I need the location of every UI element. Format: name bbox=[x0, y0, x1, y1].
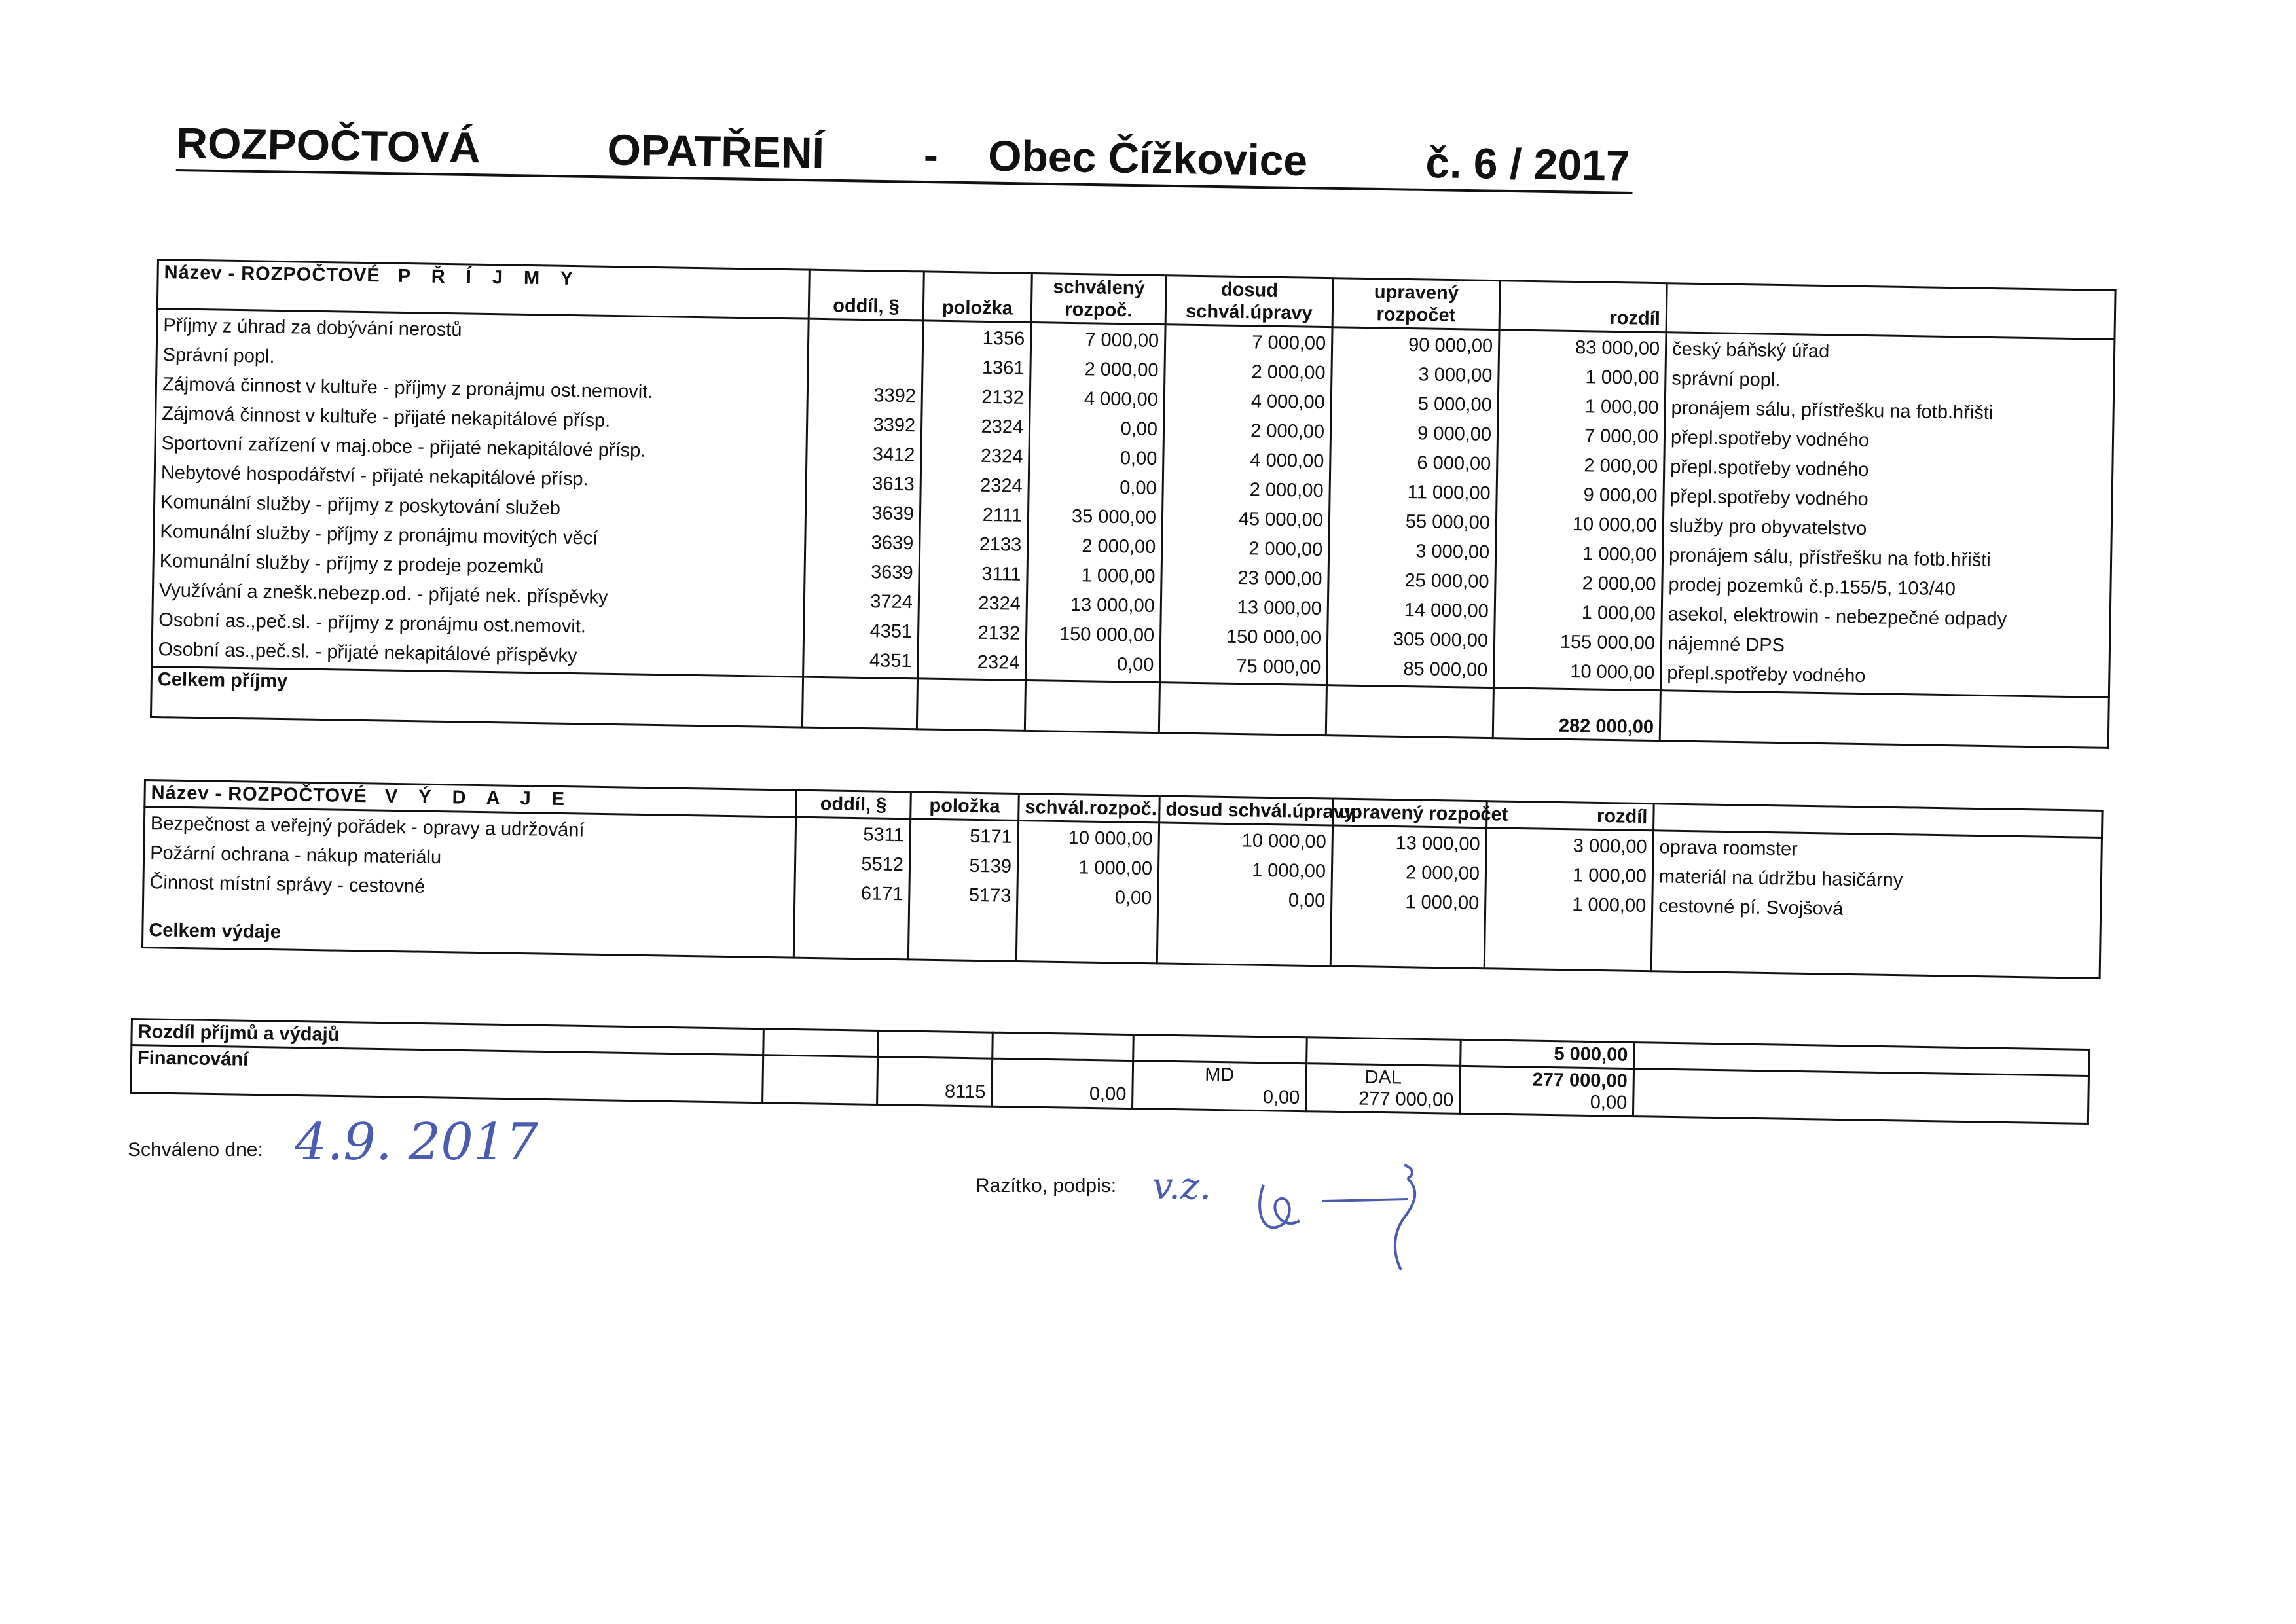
income-oddil: 3639 bbox=[871, 532, 914, 554]
income-dosud-cell bbox=[1160, 325, 1333, 685]
expense-upraveny: 1 000,00 bbox=[1405, 892, 1480, 914]
income-item-name: Sportovní zařízení v maj.obce - přijaté nekapitálové přísp. bbox=[161, 433, 646, 461]
income-total-value: 282 000,00 bbox=[1493, 688, 1660, 741]
income-dosud: 2 000,00 bbox=[1249, 479, 1324, 502]
income-schvaleny: 13 000,00 bbox=[1070, 594, 1156, 617]
income-upraveny: 55 000,00 bbox=[1405, 511, 1491, 534]
income-note: nájemné DPS bbox=[1667, 633, 1785, 657]
financing-dal-value: 277 000,00 bbox=[1358, 1088, 1454, 1111]
income-dosud: 2 000,00 bbox=[1251, 361, 1326, 384]
income-total-label: Celkem příjmy bbox=[151, 666, 803, 727]
income-schvaleny: 35 000,00 bbox=[1071, 505, 1157, 529]
income-note: prodej pozemků č.p.155/5, 103/40 bbox=[1668, 574, 1956, 600]
income-note: přepl.spotřeby vodného bbox=[1670, 456, 1869, 481]
income-oddil: 4351 bbox=[869, 650, 912, 672]
income-oddil-cell bbox=[803, 319, 924, 679]
expense-upraveny-cell bbox=[1330, 825, 1486, 969]
expense-polozka: 5173 bbox=[968, 884, 1011, 907]
income-polozka: 1356 bbox=[982, 327, 1025, 350]
income-item-name: Komunální služby - příjmy z poskytování služeb bbox=[160, 492, 561, 519]
income-upraveny-cell bbox=[1326, 327, 1499, 688]
income-item-name: Využívání a znešk.nebezp.od. - přijaté nek. příspěvky bbox=[158, 580, 608, 608]
income-rozdil: 10 000,00 bbox=[1570, 660, 1655, 684]
expense-upraveny: 2 000,00 bbox=[1405, 862, 1480, 885]
income-item-name: Zájmová činnost v kultuře - příjmy z pronájmu ost.nemovit. bbox=[162, 374, 653, 403]
col-header-dosud: dosud schvál.úpravy bbox=[1165, 276, 1333, 327]
col-header-poznamka bbox=[1666, 283, 2115, 340]
financing-polozka: 8115 bbox=[877, 1056, 993, 1106]
income-item-name: Komunální služby - příjmy z pronájmu movitých věcí bbox=[160, 521, 598, 549]
income-schvaleny: 0,00 bbox=[1120, 448, 1157, 470]
income-schvaleny: 0,00 bbox=[1120, 418, 1158, 441]
expense-total-label: Celkem výdaje bbox=[149, 920, 282, 943]
income-rozdil: 83 000,00 bbox=[1575, 337, 1660, 360]
income-upraveny: 9 000,00 bbox=[1417, 423, 1492, 446]
income-note: asekol, elektrowin - nebezpečné odpady bbox=[1667, 604, 2007, 630]
income-item-name: Nebytové hospodářství - přijaté nekapitálové přísp. bbox=[160, 462, 589, 490]
income-item-name: Příjmy z úhrad za dobývání nerostů bbox=[163, 315, 462, 341]
income-item-name: Komunální služby - příjmy z prodeje pozemků bbox=[159, 550, 544, 578]
expense-polozka: 5171 bbox=[970, 825, 1013, 848]
income-polozka: 1361 bbox=[981, 357, 1025, 379]
expense-schvaleny: 10 000,00 bbox=[1068, 827, 1153, 850]
income-oddil: 3639 bbox=[871, 503, 915, 525]
income-polozka: 2324 bbox=[978, 592, 1021, 615]
expense-schvaleny: 0,00 bbox=[1114, 887, 1152, 909]
income-polozka: 2111 bbox=[982, 504, 1023, 526]
income-oddil: 3613 bbox=[871, 473, 915, 496]
income-oddil: 4351 bbox=[869, 621, 913, 643]
income-rozdil-cell bbox=[1493, 330, 1666, 691]
expense-total-value: 5 000,00 bbox=[1461, 1039, 1635, 1068]
income-dosud: 4 000,00 bbox=[1250, 450, 1324, 473]
income-schvaleny-cell bbox=[1026, 322, 1166, 682]
financing-dal-cell bbox=[1305, 1064, 1460, 1114]
income-schvaleny: 4 000,00 bbox=[1084, 388, 1159, 411]
col-header-schvaleny: schválený rozpoč. bbox=[1031, 273, 1166, 324]
income-note: služby pro obyvatelstvo bbox=[1669, 515, 1867, 540]
expense-dosud: 0,00 bbox=[1288, 890, 1326, 912]
col-header-upraveny: upravený rozpočet bbox=[1332, 278, 1500, 330]
income-section-title: Název - ROZPOČTOVÉ P Ř Í J M Y bbox=[157, 260, 809, 319]
difference-label: Rozdíl příjmů a výdajů bbox=[132, 1019, 764, 1055]
income-polozka: 3111 bbox=[981, 563, 1021, 585]
expense-col-header-rozdil: rozdíl bbox=[1487, 801, 1654, 831]
income-rozdil: 1 000,00 bbox=[1584, 396, 1659, 419]
title-municipality: Obec Čížkovice bbox=[987, 131, 1308, 185]
col-header-oddil: oddíl, § bbox=[809, 270, 924, 321]
income-polozka-cell bbox=[918, 321, 1032, 681]
income-upraveny: 6 000,00 bbox=[1417, 452, 1491, 475]
expense-note-cell bbox=[1651, 831, 2102, 979]
expense-data-row bbox=[142, 807, 2102, 979]
income-note: český báňský úřad bbox=[1671, 338, 1830, 363]
financing-dal-label: DAL bbox=[1364, 1066, 1402, 1089]
col-header-rozdil: rozdíl bbox=[1499, 281, 1667, 333]
expense-oddil: 5512 bbox=[861, 854, 904, 876]
income-dosud: 13 000,00 bbox=[1237, 596, 1322, 620]
income-polozka: 2324 bbox=[980, 445, 1023, 467]
income-note: přepl.spotřeby vodného bbox=[1670, 427, 1870, 452]
financing-label: Financování bbox=[131, 1045, 763, 1103]
financing-schvaleny: 0,00 bbox=[992, 1058, 1133, 1108]
title-part-rozpoctova: ROZPOČTOVÁ bbox=[175, 118, 481, 172]
income-dosud: 75 000,00 bbox=[1236, 655, 1321, 678]
income-schvaleny: 0,00 bbox=[1116, 654, 1154, 676]
income-rozdil: 1 000,00 bbox=[1585, 367, 1660, 389]
financing-rozdil-cell bbox=[1459, 1066, 1633, 1116]
income-note: přepl.spotřeby vodného bbox=[1669, 486, 1868, 511]
income-upraveny: 11 000,00 bbox=[1407, 482, 1491, 505]
income-schvaleny: 1 000,00 bbox=[1081, 565, 1156, 588]
expense-dosud: 1 000,00 bbox=[1251, 859, 1326, 882]
income-rozdil: 1 000,00 bbox=[1582, 543, 1657, 566]
income-polozka: 2132 bbox=[981, 386, 1025, 408]
income-dosud: 23 000,00 bbox=[1237, 567, 1322, 590]
financing-md-value: 0,00 bbox=[1262, 1087, 1300, 1109]
income-schvaleny: 7 000,00 bbox=[1085, 329, 1159, 352]
approved-date-handwritten: 4.9. 2017 bbox=[295, 1113, 539, 1172]
summary-table bbox=[130, 1018, 2090, 1125]
expense-note: materiál na údržbu hasičárny bbox=[1658, 866, 1903, 892]
income-names-cell bbox=[152, 309, 809, 677]
income-dosud: 150 000,00 bbox=[1226, 626, 1322, 649]
signature-initials: v.z. bbox=[1152, 1165, 1212, 1208]
financing-md-label: MD bbox=[1205, 1064, 1235, 1086]
expense-upraveny: 13 000,00 bbox=[1395, 833, 1480, 856]
income-rozdil: 1 000,00 bbox=[1581, 602, 1656, 625]
difference-value: 277 000,00 bbox=[1532, 1069, 1628, 1092]
expense-table bbox=[141, 779, 2104, 979]
income-data-row bbox=[152, 309, 2115, 698]
income-upraveny: 3 000,00 bbox=[1418, 364, 1493, 387]
expense-note: cestovné pí. Svojšová bbox=[1658, 895, 1844, 920]
expense-section-title: Název - ROZPOČTOVÉ V Ý D A J E bbox=[145, 780, 797, 818]
expense-polozka-cell bbox=[908, 819, 1018, 962]
income-oddil: 3392 bbox=[873, 414, 916, 437]
income-item-name: Osobní as.,peč.sl. - přijaté nekapitálové příspěvky bbox=[158, 639, 577, 667]
income-rozdil: 9 000,00 bbox=[1583, 484, 1658, 507]
income-polozka: 2324 bbox=[979, 475, 1023, 497]
financing-md-cell bbox=[1133, 1061, 1307, 1111]
expense-item-name: Požární ochrana - nákup materiálu bbox=[149, 842, 442, 869]
income-polozka: 2324 bbox=[981, 416, 1024, 438]
income-schvaleny: 2 000,00 bbox=[1082, 535, 1156, 558]
income-dosud: 2 000,00 bbox=[1248, 538, 1323, 561]
signature-stroke bbox=[1250, 1139, 1460, 1283]
expense-rozdil: 1 000,00 bbox=[1572, 894, 1647, 917]
income-rozdil: 10 000,00 bbox=[1572, 514, 1658, 537]
financing-rozdil-value: 0,00 bbox=[1590, 1092, 1628, 1113]
income-oddil bbox=[814, 321, 917, 352]
income-item-name: Správní popl. bbox=[162, 344, 275, 367]
expense-dosud: 10 000,00 bbox=[1241, 830, 1326, 853]
income-oddil: 3639 bbox=[870, 562, 913, 584]
expense-schvaleny: 1 000,00 bbox=[1078, 857, 1153, 880]
expense-rozdil: 1 000,00 bbox=[1572, 865, 1647, 888]
income-dosud: 4 000,00 bbox=[1250, 391, 1326, 414]
income-oddil: 3392 bbox=[873, 385, 917, 407]
expense-oddil: 6171 bbox=[860, 883, 903, 905]
title-number: č. 6 / 2017 bbox=[1425, 137, 1631, 190]
income-oddil: 3724 bbox=[870, 591, 913, 613]
expense-item-name: Bezpečnost a veřejný pořádek - opravy a udržování bbox=[150, 813, 585, 841]
income-note: přepl.spotřeby vodného bbox=[1667, 662, 1866, 687]
income-oddil: 3412 bbox=[872, 444, 915, 466]
income-dosud: 45 000,00 bbox=[1238, 508, 1324, 532]
income-upraveny: 14 000,00 bbox=[1404, 599, 1489, 623]
income-note: pronájem sálu, přístřešku na fotb.hřišti bbox=[1668, 545, 1991, 571]
income-table bbox=[150, 259, 2117, 749]
income-upraveny: 305 000,00 bbox=[1393, 628, 1489, 652]
income-schvaleny: 2 000,00 bbox=[1084, 359, 1159, 382]
income-item-name: Osobní as.,peč.sl. - příjmy z pronájmu ost.nemovit. bbox=[158, 609, 587, 638]
title-part-opatreni: OPATŘENÍ bbox=[607, 125, 825, 177]
income-upraveny: 5 000,00 bbox=[1417, 393, 1492, 416]
income-note: pronájem sálu, přístřešku na fotb.hřišti bbox=[1671, 397, 1994, 424]
col-header-polozka: položka bbox=[923, 272, 1032, 323]
stamp-signature-label: Razítko, podpis: bbox=[975, 1175, 1117, 1197]
income-polozka: 2132 bbox=[977, 622, 1021, 644]
title-dash: - bbox=[923, 130, 939, 179]
income-polozka: 2324 bbox=[977, 651, 1020, 674]
expense-polozka: 5139 bbox=[969, 855, 1012, 877]
expense-names-cell bbox=[142, 807, 795, 958]
income-oddil bbox=[814, 351, 917, 382]
income-rozdil: 2 000,00 bbox=[1582, 573, 1656, 596]
income-upraveny: 85 000,00 bbox=[1403, 658, 1488, 681]
expense-oddil-cell bbox=[793, 817, 910, 960]
expense-item-name: Činnost místní správy - cestovné bbox=[149, 872, 426, 897]
expense-oddil: 5311 bbox=[863, 824, 905, 846]
income-upraveny: 25 000,00 bbox=[1404, 569, 1489, 593]
approved-date-label: Schváleno dne: bbox=[128, 1139, 263, 1161]
document-title bbox=[176, 118, 1633, 194]
expense-col-header-polozka: položka bbox=[911, 792, 1019, 821]
income-upraveny: 3 000,00 bbox=[1415, 541, 1490, 564]
income-rozdil: 155 000,00 bbox=[1559, 631, 1656, 655]
expense-dosud-cell bbox=[1157, 823, 1332, 966]
expense-col-header-upraveny: upravený rozpočet bbox=[1333, 799, 1487, 828]
expense-schvaleny-cell bbox=[1016, 820, 1159, 963]
income-note-cell bbox=[1660, 333, 2115, 698]
expense-rozdil: 3 000,00 bbox=[1573, 835, 1647, 858]
income-rozdil: 7 000,00 bbox=[1584, 425, 1659, 448]
income-item-name: Zájmová činnost v kultuře - přijaté nekapitálové přísp. bbox=[162, 403, 611, 431]
expense-rozdil-cell bbox=[1484, 828, 1653, 971]
expense-col-header-dosud: dosud schvál.úpravy bbox=[1159, 796, 1334, 825]
income-upraveny: 90 000,00 bbox=[1408, 334, 1493, 357]
income-note: správní popl. bbox=[1671, 368, 1781, 391]
income-dosud: 7 000,00 bbox=[1252, 332, 1326, 355]
income-rozdil: 2 000,00 bbox=[1584, 455, 1658, 478]
income-schvaleny: 0,00 bbox=[1119, 477, 1157, 499]
income-polozka: 2133 bbox=[979, 533, 1022, 556]
expense-note: oprava roomster bbox=[1659, 837, 1798, 860]
income-dosud: 2 000,00 bbox=[1250, 420, 1325, 443]
income-schvaleny: 150 000,00 bbox=[1059, 623, 1155, 646]
expense-col-header-schvaleny: schvál.rozpoč. bbox=[1019, 793, 1160, 822]
expense-col-header-oddil: oddíl, § bbox=[796, 790, 911, 819]
